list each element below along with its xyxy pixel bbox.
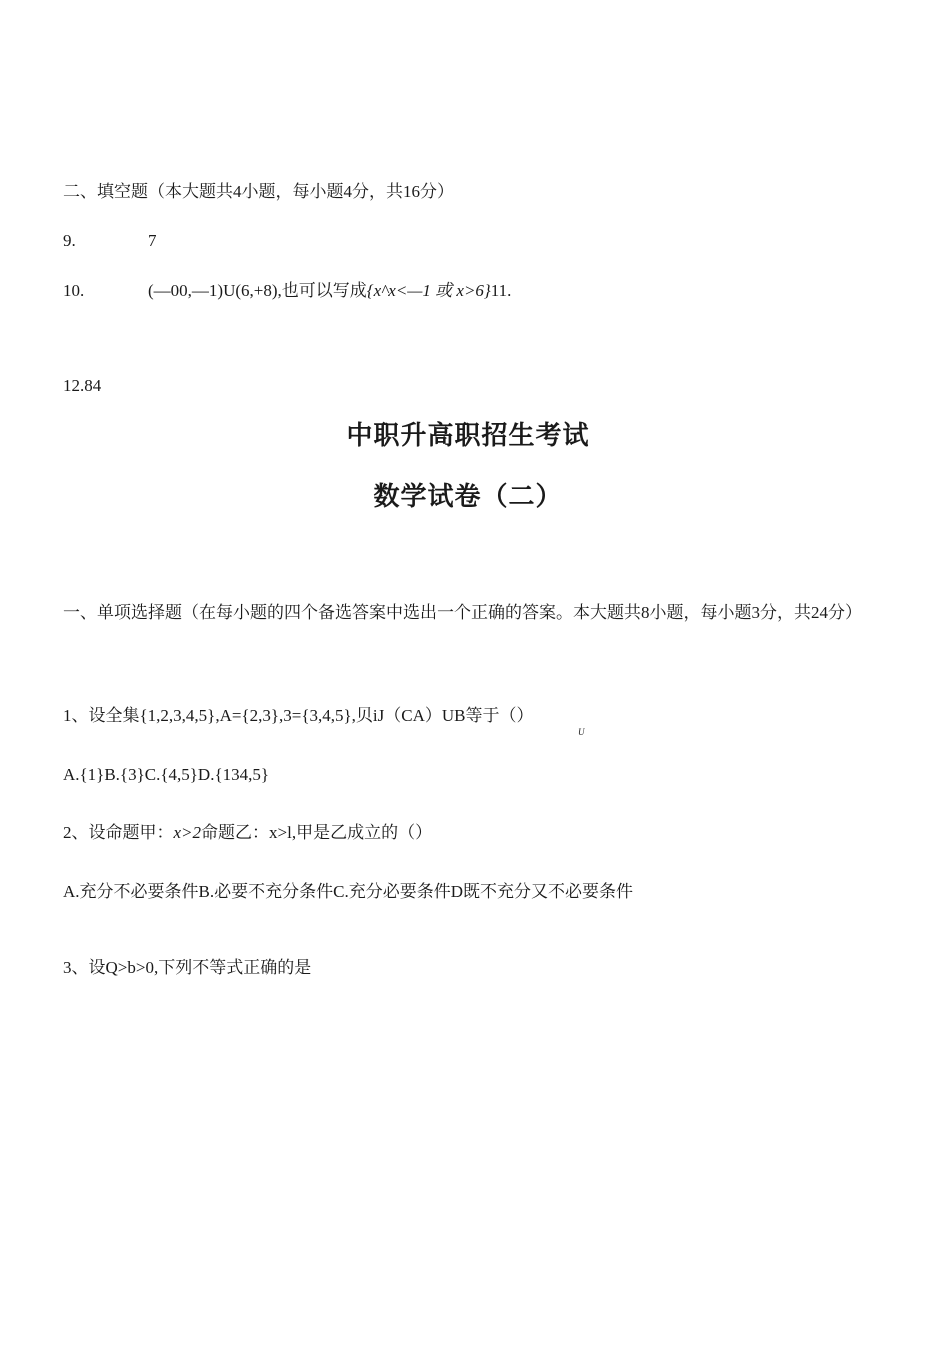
question-1-options: A.{1}B.{3}C.{4,5}D.{134,5} [63, 765, 270, 784]
answer-text: 7 [148, 231, 157, 250]
question-2-stem-suffix: 命题乙：x>l,甲是乙成立的（） [201, 823, 433, 842]
question-2-stem-prefix: 2、设命题甲： [63, 823, 174, 842]
question-2-stem [63, 822, 432, 844]
exam-subtitle: 数学试卷（二） [373, 482, 563, 512]
answer-interval: (—00,—1)U(6,+8) [148, 281, 278, 300]
answer-9 [63, 230, 157, 252]
question-2-condition: x>2 [173, 823, 202, 842]
question-2-options: A.充分不必要条件B.必要不充分条件C.充分必要条件D既不充分又不必要条件 [63, 882, 633, 901]
section1-heading: 一、单项选择题（在每小题的四个备选答案中选出一个正确的答案。本大题共8小题，每小题3分，共24分） [63, 603, 862, 622]
answer-connector: ,也可以写成 [277, 281, 367, 300]
complement-subscript: U [578, 727, 585, 737]
answer-number: 10. [63, 281, 85, 300]
answer-10 [63, 280, 511, 302]
answer-11-number: 11. [490, 281, 512, 300]
answer-12: 12.84 [63, 376, 102, 395]
question-1-stem: 1、设全集{1,2,3,4,5},A={2,3},3={3,4,5},贝iJ（CA）UB等于（） [63, 706, 534, 725]
answer-set-notation: {x^x<—1 或 x>6} [366, 281, 491, 300]
exam-title: 中职升高职招生考试 [346, 421, 590, 451]
question-3-stem: 3、设Q>b>0,下列不等式正确的是 [63, 958, 312, 977]
answer-number: 9. [63, 231, 76, 250]
section2-heading: 二、填空题（本大题共4小题，每小题4分，共16分） [63, 182, 454, 201]
